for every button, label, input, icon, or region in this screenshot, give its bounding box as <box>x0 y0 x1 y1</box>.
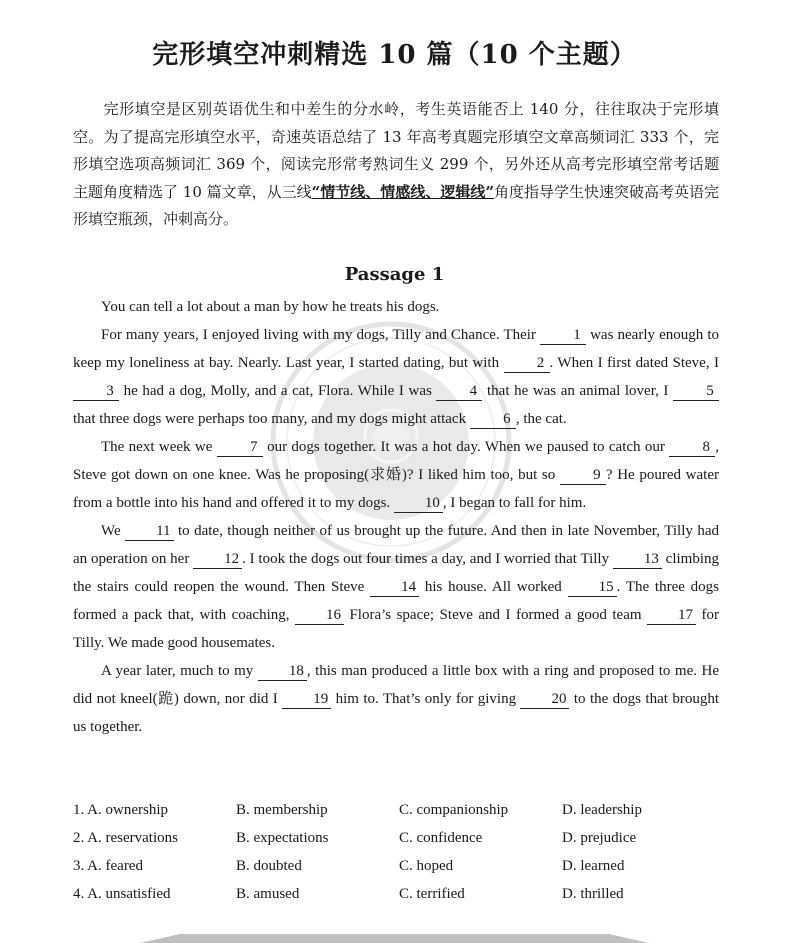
page-title: 完形填空冲刺精选 10 篇（10 个主题） <box>152 40 637 70</box>
option-row <box>73 880 733 908</box>
blank-11[interactable]: 11 <box>125 522 173 541</box>
passage-text: that three dogs were perhaps too many, and my dogs might attack <box>73 411 470 427</box>
option-choice[interactable]: D. thrilled <box>562 885 624 902</box>
intro-emphasis: “情节线、情感线、逻辑线” <box>311 182 494 201</box>
passage-paragraph <box>73 657 719 741</box>
option-choice[interactable]: C. companionship <box>399 801 509 818</box>
passage-text: . I took the dogs out four times a day, and I worried that Tilly <box>242 551 613 567</box>
passage-text: Flora’s space; Steve and I formed a good team <box>343 607 648 623</box>
passage-paragraph <box>73 293 719 321</box>
passage-paragraph <box>73 321 719 433</box>
option-choice[interactable]: B. membership <box>236 801 328 818</box>
blank-3[interactable]: 3 <box>73 382 119 401</box>
page-footer-bar <box>140 934 649 943</box>
intro-text-end: 角度指导学生快速突破高考英语完形填空瓶颈，冲刺高分。 <box>73 182 720 228</box>
blank-20[interactable]: 20 <box>520 690 569 709</box>
option-choice[interactable]: C. hoped <box>399 857 454 874</box>
blank-1[interactable]: 1 <box>540 326 586 345</box>
blank-6[interactable]: 6 <box>470 410 516 429</box>
blank-10[interactable]: 10 <box>394 494 443 513</box>
blank-15[interactable]: 15 <box>568 578 617 597</box>
option-choice[interactable]: D. prejudice <box>562 829 637 846</box>
blank-12[interactable]: 12 <box>193 550 242 569</box>
blank-14[interactable]: 14 <box>370 578 419 597</box>
option-choice[interactable]: B. expectations <box>236 829 329 846</box>
option-choice[interactable]: C. confidence <box>399 829 483 846</box>
passage-text: , Steve got down on one knee. Was he proposing(求婚)? I liked him too, but so <box>73 439 719 483</box>
option-choice[interactable]: D. leadership <box>562 801 642 818</box>
blank-8[interactable]: 8 <box>669 438 715 457</box>
blank-9[interactable]: 9 <box>560 466 606 485</box>
blank-19[interactable]: 19 <box>282 690 331 709</box>
intro-paragraph <box>73 96 719 234</box>
passage-text: . When I first dated Steve, I <box>549 355 719 371</box>
option-choice[interactable]: 1. A. ownership <box>73 801 168 818</box>
answer-options <box>73 796 733 908</box>
passage-text: his house. All worked <box>419 579 568 595</box>
passage-text: We <box>101 523 126 539</box>
passage-text: for Tilly. We made good housemates. <box>73 607 719 651</box>
passage-text: our dogs together. It was a hot day. When we paused to catch our <box>262 439 670 455</box>
passage-text: to the dogs that brought us together. <box>73 691 719 735</box>
passage-text: You can tell a lot about a man by how he treats his dogs. <box>101 299 440 315</box>
passage-paragraph <box>73 517 719 657</box>
blank-7[interactable]: 7 <box>217 438 263 457</box>
option-choice[interactable]: 4. A. unsatisfied <box>73 885 171 902</box>
passage-body <box>73 293 719 741</box>
blank-4[interactable]: 4 <box>436 382 482 401</box>
option-row <box>73 852 733 880</box>
passage-text: The next week we <box>101 439 217 455</box>
passage-text: , this man produced a little box with a ring and proposed to me. He did not kneel(跪) down, nor did I <box>73 663 719 707</box>
option-row <box>73 796 733 824</box>
blank-17[interactable]: 17 <box>647 606 696 625</box>
option-choice[interactable]: C. terrified <box>399 885 465 902</box>
option-row <box>73 824 733 852</box>
passage-text: , I began to fall for him. <box>442 495 587 511</box>
passage-paragraph <box>73 433 719 517</box>
passage-text: him to. That’s only for giving <box>331 691 521 707</box>
passage-text: to date, though neither of us brought up the future. And then in late November, Tilly had an operation on her <box>73 523 719 567</box>
passage-text: was nearly enough to keep my loneliness at bay. Nearly. Last year, I started dating, but with <box>73 327 719 371</box>
passage-text: he had a dog, Molly, and a cat, Flora. While I was <box>119 383 437 399</box>
blank-5[interactable]: 5 <box>673 382 719 401</box>
option-choice[interactable]: B. amused <box>236 885 300 902</box>
passage-text: that he was an animal lover, I <box>482 383 674 399</box>
intro-text: 完形填空是区别英语优生和中差生的分水岭，考生英语能否上 140 分，往往取决于完形填空。为了提高完形填空水平，奇速英语总结了 13 年高考真题完形填空文章高频词汇 333 个，完形填空选项高频词汇 369 个，阅读完形常考熟词生义 299 个，另外还从高考完形填空常考话题主题角度精选了 10 篇文章，从三线 <box>73 100 719 201</box>
blank-13[interactable]: 13 <box>613 550 662 569</box>
option-choice[interactable]: B. doubted <box>236 857 302 874</box>
passage-text: A year later, much to my <box>101 663 258 679</box>
option-choice[interactable]: D. learned <box>562 857 625 874</box>
passage-text: , the cat. <box>515 411 567 427</box>
passage-text: ? He poured water from a bottle into his hand and offered it to my dogs. <box>73 467 719 511</box>
blank-16[interactable]: 16 <box>295 606 344 625</box>
option-choice[interactable]: 3. A. feared <box>73 857 143 874</box>
passage-title: Passage 1 <box>344 264 445 285</box>
blank-2[interactable]: 2 <box>504 354 550 373</box>
blank-18[interactable]: 18 <box>258 662 307 681</box>
option-choice[interactable]: 2. A. reservations <box>73 829 178 846</box>
passage-text: climbing the stairs could reopen the wound. Then Steve <box>73 551 720 595</box>
passage-text: . The three dogs formed a pack that, with coaching, <box>73 579 720 623</box>
passage-text: For many years, I enjoyed living with my dogs, Tilly and Chance. Their <box>101 327 541 343</box>
